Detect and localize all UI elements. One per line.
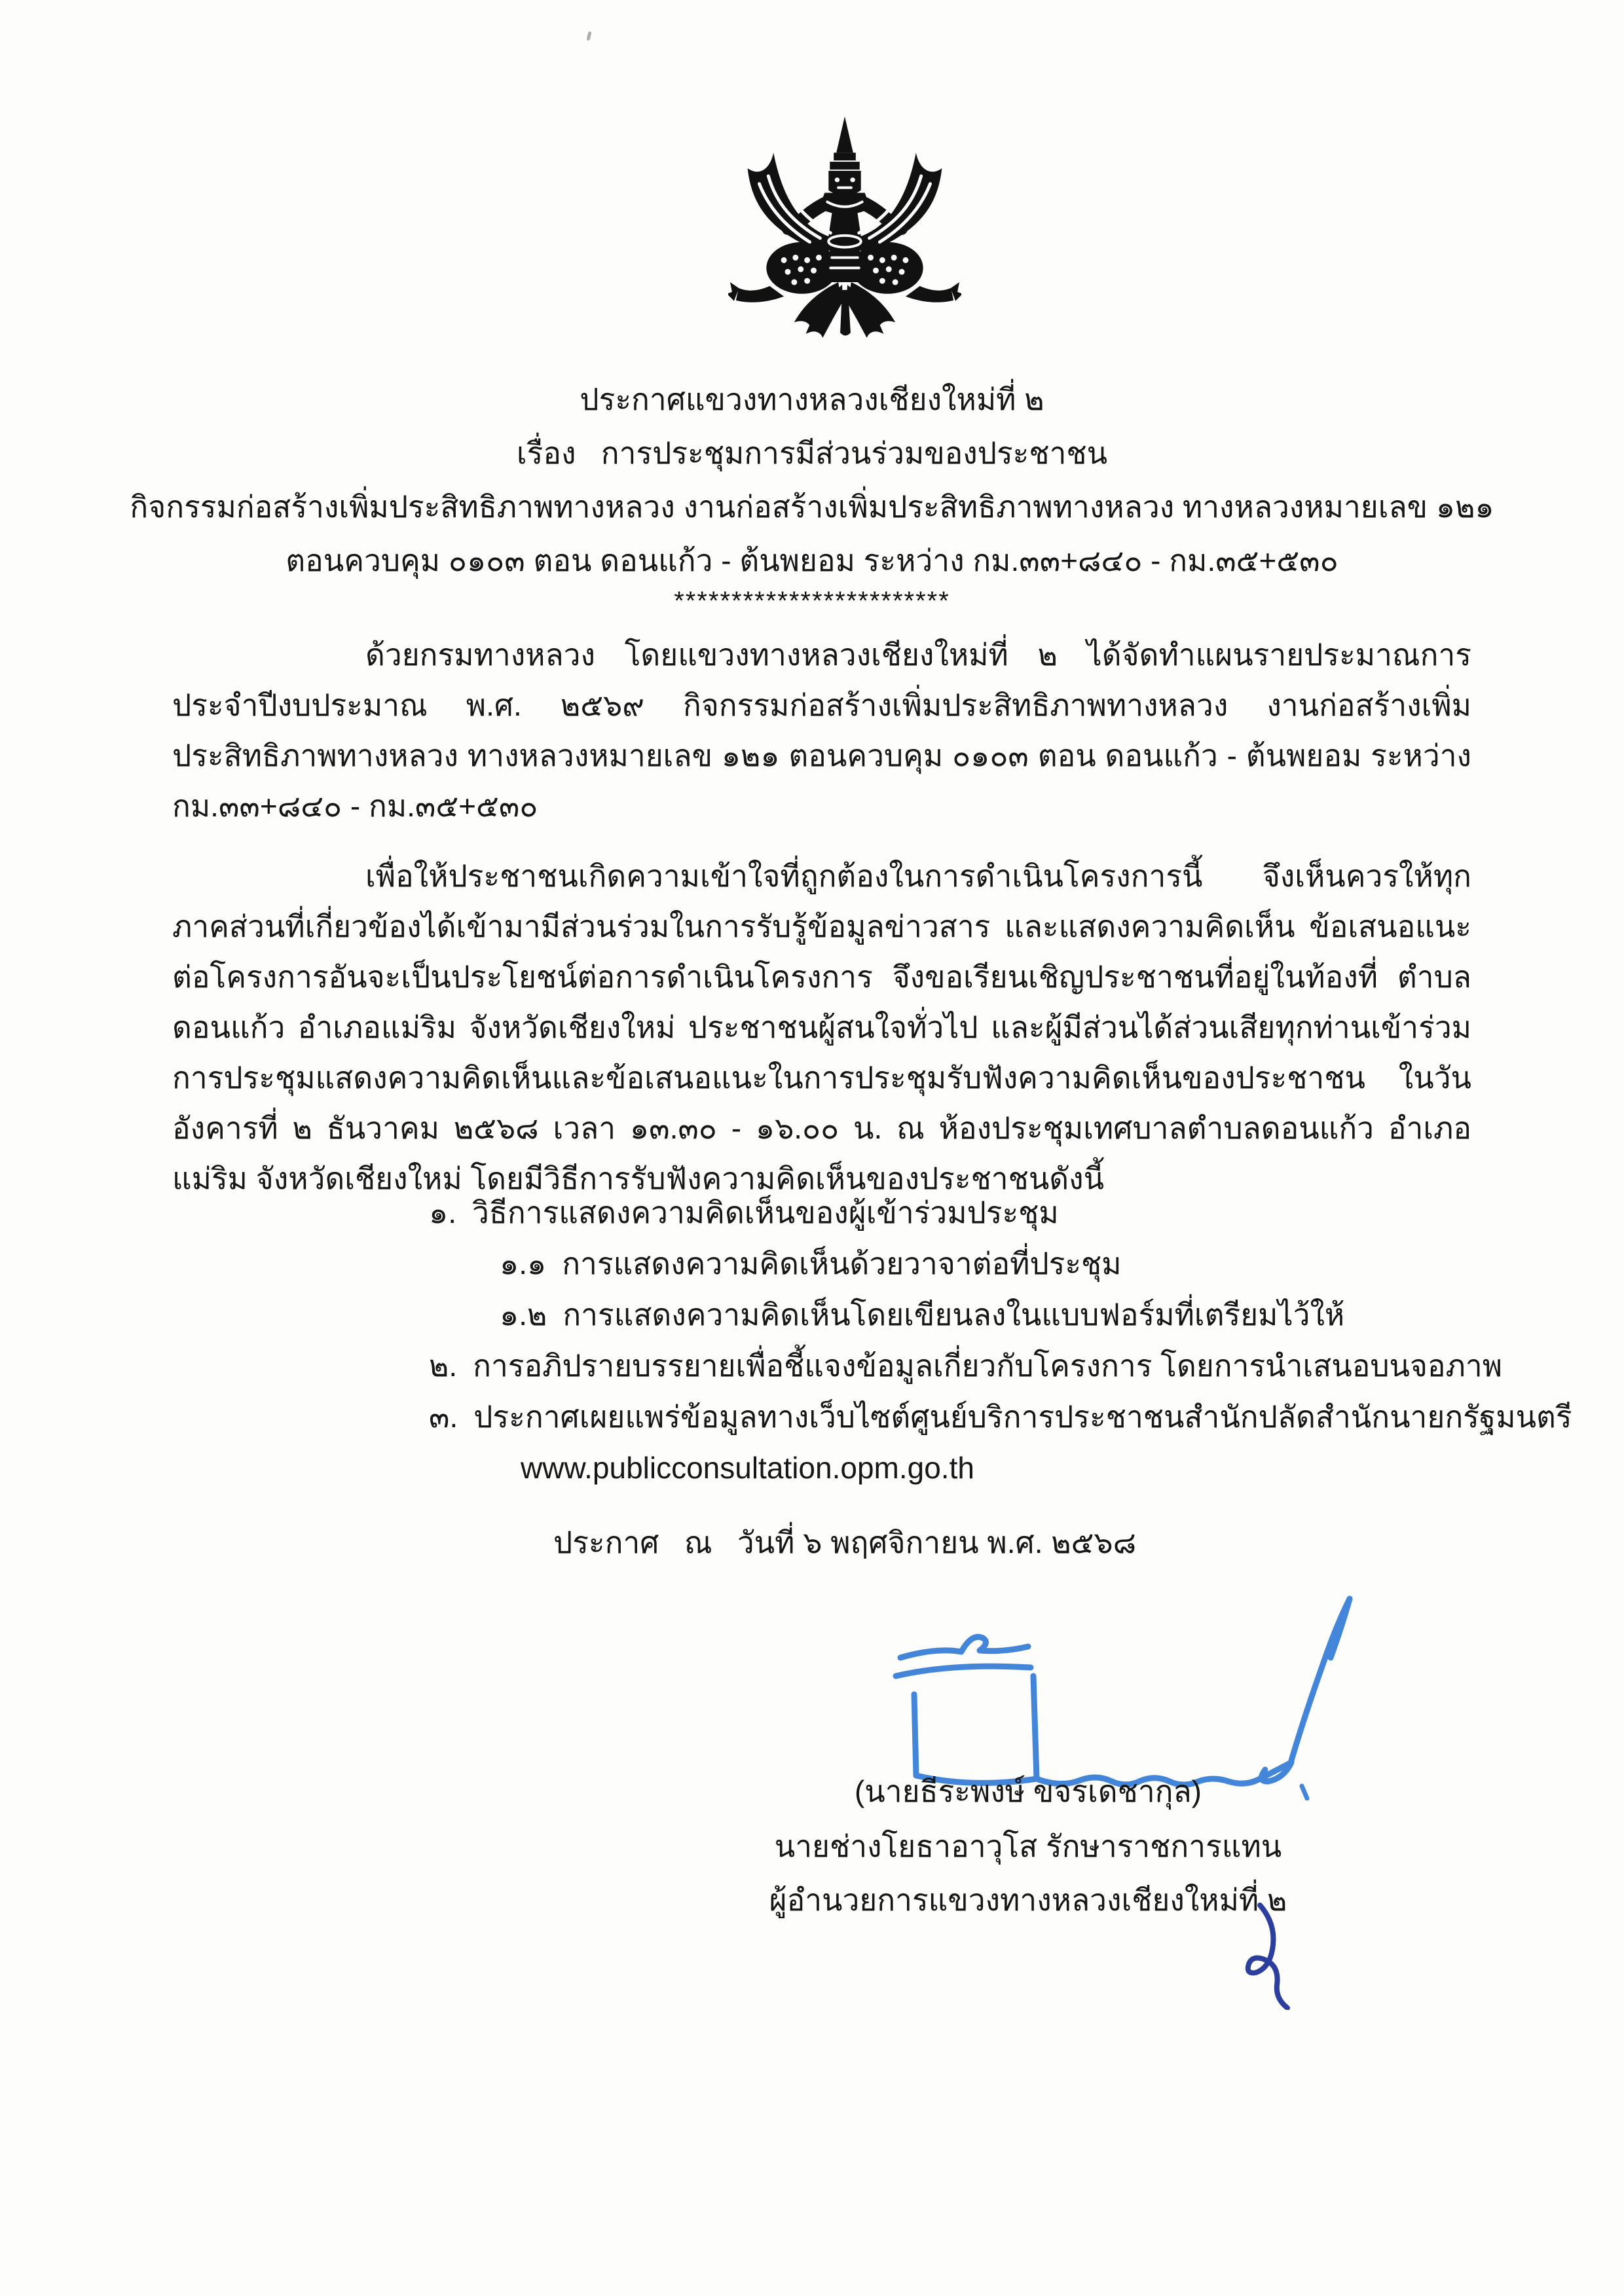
asterisk-divider: ************************ [674, 587, 950, 615]
announcement-title: ประกาศแขวงทางหลวงเชียงใหม่ที่ ๒ [580, 382, 1044, 416]
scan-artifact-dot [586, 31, 591, 41]
list-item-3 [429, 1397, 1572, 1436]
list-item-1-2 [500, 1295, 1344, 1334]
list-item-3-number: ๓. [429, 1400, 458, 1434]
garuda-emblem-icon [728, 106, 961, 342]
announcement-subject: เรื่อง การประชุมการมีส่วนร่วมของประชาชน [516, 436, 1108, 470]
list-item-1-1 [500, 1244, 1122, 1283]
list-item-1-2-number: ๑.๒ [500, 1298, 547, 1332]
announcement-project-line: กิจกรรมก่อสร้างเพิ่มประสิทธิภาพทางหลวง งานก่อสร้างเพิ่มประสิทธิภาพทางหลวง ทางหลวงหมายเลข ๑๒๑ [130, 490, 1494, 524]
list-item-1-1-number: ๑.๑ [500, 1247, 547, 1281]
paraph-ink-mark [1242, 1899, 1307, 2010]
signer-position-1: นายช่างโยธาอาวุโส รักษาราชการแทน [774, 1829, 1282, 1863]
list-item-1-2-text: การแสดงความคิดเห็นโดยเขียนลงในแบบฟอร์มที่เตรียมไว้ให้ [563, 1298, 1345, 1332]
list-item-1-text: วิธีการแสดงความคิดเห็นของผู้เข้าร่วมประชุม [471, 1195, 1059, 1230]
list-item-2 [429, 1346, 1502, 1385]
paragraph-2: เพื่อให้ประชาชนเกิดความเข้าใจที่ถูกต้องในการดำเนินโครงการนี้ จึงเห็นควรให้ทุกภาคส่วนที่เกี่ยวข้องได้เข้ามามีส่วนร่วมในการรับรู้ข้อมูลข่าวสาร และแสดงความคิดเห็น ข้อเสนอแนะต่อโครงการอันจะเป็นประโยชน์ต่อการดำเนินโครงการ จึงขอเรียนเชิญประชาชนที่อยู่ในท้องที่ ตำบลดอนแก้ว อำเภอแม่ริม จังหวัดเชียงใหม่ ประชาชนผู้สนใจทั่วไป และผู้มีส่วนได้ส่วนเสียทุกท่านเข้าร่วมการประชุมแสดงความคิดเห็นและข้อเสนอแนะในการประชุมรับฟังความคิดเห็นของประชาชน ในวันอังคารที่ ๒ ธันวาคม ๒๕๖๘ เวลา ๑๓.๓๐ - ๑๖.๐๐ น. ณ ห้องประชุมเทศบาลตำบลดอนแก้ว อำเภอแม่ริม จังหวัดเชียงใหม่ โดยมีวิธีการรับฟังความคิดเห็นของประชาชนดังนี้ [172, 859, 1471, 1195]
list-item-1-1-text: การแสดงความคิดเห็นด้วยวาจาต่อที่ประชุม [562, 1247, 1122, 1281]
list-item-3-text: ประกาศเผยแพร่ข้อมูลทางเว็บไซต์ศูนย์บริการประชาชนสำนักปลัดสำนักนายกรัฐมนตรี [473, 1400, 1572, 1434]
list-item-1-number: ๑. [429, 1195, 456, 1230]
list-item-2-text: การอภิปรายบรรยายเพื่อชี้แจงข้อมูลเกี่ยวกับโครงการ โดยการนำเสนอบนจอภาพ [473, 1349, 1503, 1383]
website-url [521, 1448, 974, 1487]
paragraph-1: ด้วยกรมทางหลวง โดยแขวงทางหลวงเชียงใหม่ที่ ๒ ได้จัดทำแผนรายประมาณการประจำปีงบประมาณ พ.ศ. ๒๕๖๙ กิจกรรมก่อสร้างเพิ่มประสิทธิภาพทางหลวง งานก่อสร้างเพิ่มประสิทธิภาพทางหลวง ทางหลวงหมายเลข ๑๒๑ ตอนควบคุม ๐๑๐๓ ตอน ดอนแก้ว - ต้นพยอม ระหว่าง กม.๓๓+๘๔๐ - กม.๓๕+๕๓๐ [172, 638, 1471, 823]
website-url-text: www.publicconsultation.opm.go.th [521, 1451, 974, 1485]
signer-position-2: ผู้อำนวยการแขวงทางหลวงเชียงใหม่ที่ ๒ [769, 1883, 1287, 1917]
announcement-date-line: ประกาศ ณ วันที่ ๖ พฤศจิกายน พ.ศ. ๒๕๖๘ [553, 1525, 1137, 1559]
list-item-1 [429, 1193, 1059, 1232]
list-item-2-number: ๒. [429, 1349, 458, 1383]
announcement-section-line: ตอนควบคุม ๐๑๐๓ ตอน ดอนแก้ว - ต้นพยอม ระหว่าง กม.๓๓+๘๔๐ - กม.๓๕+๕๓๐ [286, 543, 1338, 577]
signer-name: (นายธีระพงษ์ ขจรเดชากุล) [854, 1774, 1202, 1808]
